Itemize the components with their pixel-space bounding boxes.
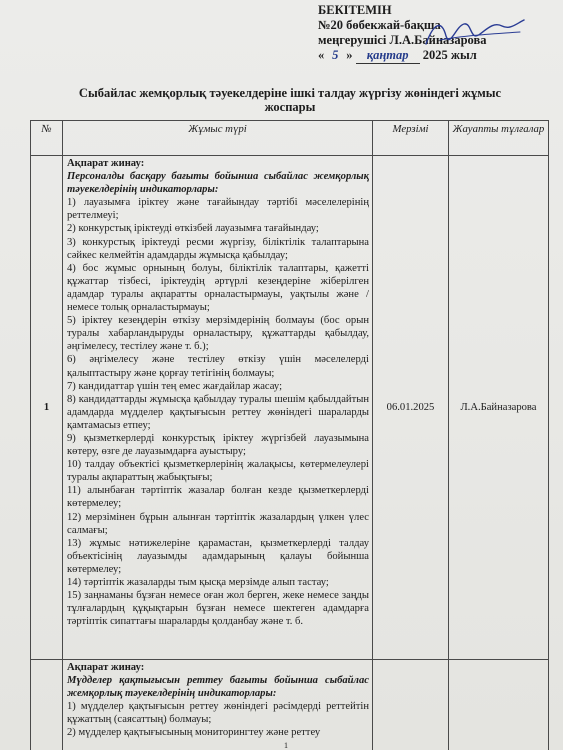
document-title: Сыбайлас жемқорлық тәуекелдеріне ішкі талдау жүргізу жөніндегі жұмыс жоспары <box>78 86 502 114</box>
date-month: қаңтар <box>356 48 420 64</box>
row-deadline: 06.01.2025 <box>373 156 449 660</box>
list-item: 11) алынбаған тәртіптік жазалар болған кезде қызметкерлерді көтермелеу; <box>67 485 369 510</box>
list-item: 2) мүдделер қақтығысының мониторингтеу және реттеу <box>67 727 321 739</box>
list-item: 13) жұмыс нәтижелеріне қарамастан, қызметкерлерді талдау объектісінің лауазымды адамдарының қалауы бойынша көтермелеу; <box>67 537 369 575</box>
list-item: 8) кандидаттарды жұмысқа қабылдау туралы шешім қабылдайтын адамдарда мүдделер қақтығысын реттеу жөніндегі шараларды қамтамасыз етпеу; <box>67 393 369 431</box>
list-item: 1) лауазымға іріктеу және тағайындау тәртібі мәселелерінің реттелмеуі; <box>67 197 369 222</box>
section-subheading: Мүдделер қақтығысын реттеу бағыты бойынша сыбайлас жемқорлық тәуекелдерінің индикаторлары: <box>67 675 369 700</box>
row-work-cell <box>63 660 373 750</box>
section-heading: Ақпарат жинау: <box>67 158 145 169</box>
date-close-quote: » <box>346 48 353 62</box>
list-item: 12) мерзімінен бұрын алынған тәртіптік жазалардың үлкен үлес салмағы; <box>67 511 369 536</box>
date-open-quote: « <box>318 48 325 62</box>
date-year: 2025 жыл <box>422 48 477 62</box>
list-item: 7) кандидаттар үшін тең емес жағдайлар жасау; <box>67 380 283 392</box>
page-number: 1 <box>284 741 288 750</box>
header-work-type: Жұмыс түрі <box>63 121 373 156</box>
handwritten-signature <box>420 14 530 54</box>
table-row <box>31 156 549 660</box>
header-number: № <box>31 121 63 156</box>
section-heading: Ақпарат жинау: <box>67 662 145 673</box>
approval-heading: БЕКІТЕМІН <box>318 3 392 17</box>
header-deadline: Мерзімі <box>373 121 449 156</box>
row-deadline <box>373 660 449 750</box>
list-item: 10) талдау объектісі қызметкерлерінің жалақысы, көтермелеулері туралы ақпараттың жабықтығы; <box>67 459 369 484</box>
list-item: 6) әңгімелесу және тестілеу өткізу үшін мәселелерді қалыптастыру және қорғау тетігінің болмауы; <box>67 354 369 379</box>
list-item: 4) бос жұмыс орнының болуы, біліктілік талаптары, қажетті құжаттар тізбесі, іріктеудің әртүрлі кезеңдеріне жіберілген адамдар туралы ақпаратты орналастырмауы, уақтылы және / немесе толық орналастырмауы; <box>67 262 369 314</box>
row-number: 1 <box>31 156 63 660</box>
list-item: 15) заңнаманы бұзған немесе оған жол берген, жеке немесе заңды тұлғалардың құқықтарын бұзған немесе шектеген адамдарға тәртіптік сипаттағы шараларды қолданбау және т. б. <box>67 590 369 628</box>
approval-line-institution: №20 бөбекжай-бақша <box>318 18 441 32</box>
work-plan-table <box>30 120 549 750</box>
section-subheading: Персоналды басқару бағыты бойынша сыбайлас жемқорлық тәуекелдерінің индикаторлары: <box>67 171 369 196</box>
date-day: 5 <box>332 48 339 62</box>
row-responsible <box>449 660 549 750</box>
row-number <box>31 660 63 750</box>
list-item: 14) тәртіптік жазаларды тым қысқа мерзімде алып тастау; <box>67 577 329 588</box>
list-item: 9) қызметкерлерді конкурстық іріктеу жүргізбей лауазымына көтеру, өзге де лауазымдарға ауыстыру; <box>67 432 369 458</box>
list-item: 1) мүдделер қақтығысын реттеу жөніндегі рәсімдерді реттейтін құжаттың (саясаттың) болмауы; <box>67 701 369 726</box>
list-item: 2) конкурстық іріктеуді өткізбей лауазымға тағайындау; <box>67 223 319 235</box>
header-responsible: Жауапты тұлғалар <box>449 121 549 156</box>
table-row <box>31 660 549 750</box>
row-responsible: Л.А.Байназарова <box>449 156 549 660</box>
approval-line-head: меңгерушісі Л.А.Байназарова <box>318 33 487 47</box>
list-item: 5) іріктеу кезеңдерін өткізу мерзімдерінің болмауы (бос орын туралы хабарландыруды орналастыру, құжаттарды қабылдау, әңгімелесу, тестілеу және т. б.); <box>67 315 369 353</box>
row-work-cell <box>63 156 373 660</box>
table-header-row <box>31 121 549 156</box>
list-item: 3) конкурстық іріктеуді ресми жүргізу, біліктілік талаптарына сәйкес келмейтін адамдарды жұмысқа қабылдау; <box>67 236 369 261</box>
